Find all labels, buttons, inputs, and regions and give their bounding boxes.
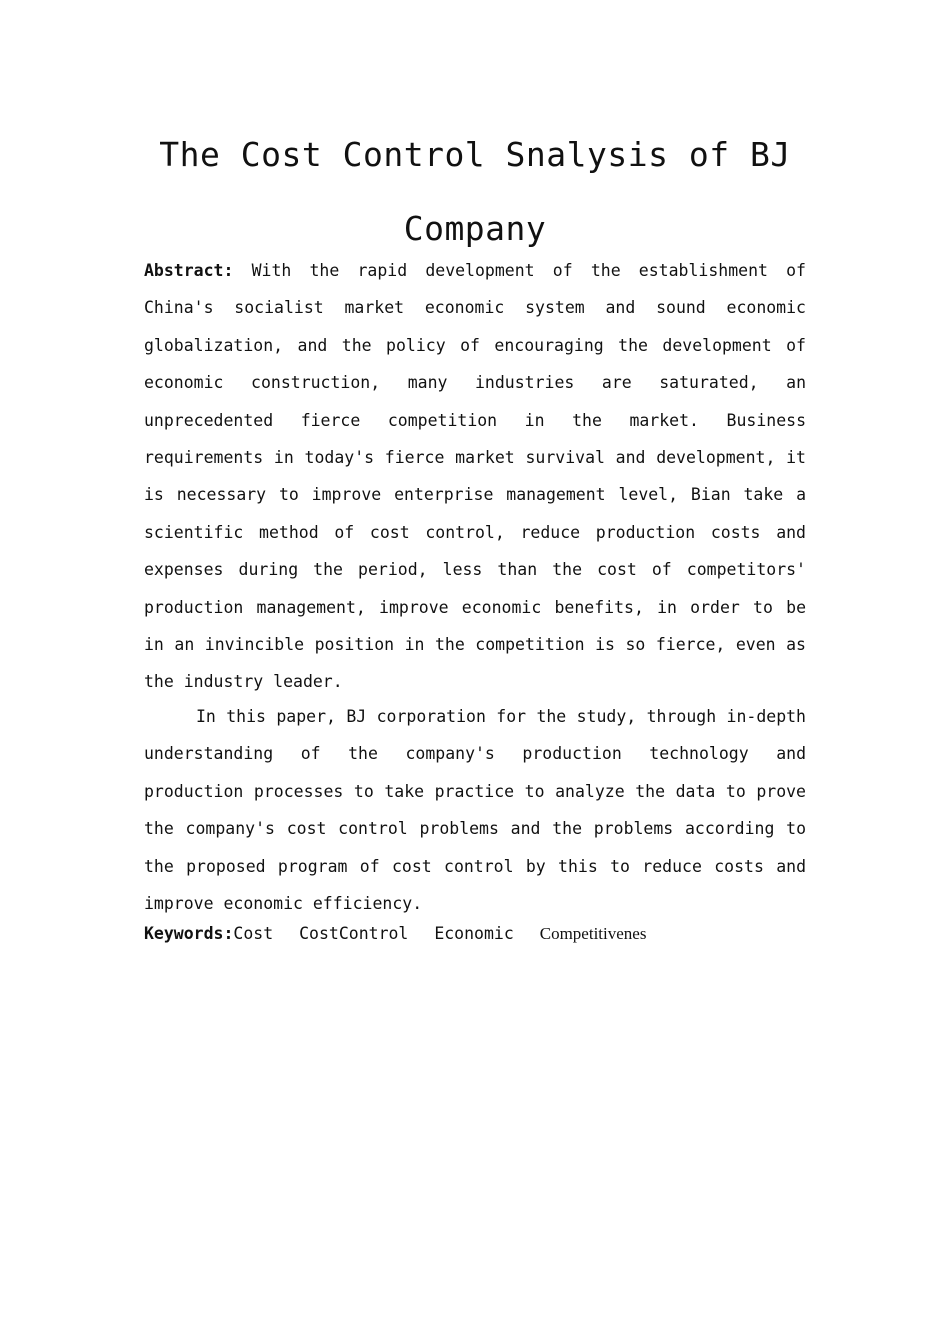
keyword-item: Economic <box>434 924 514 943</box>
abstract-label: Abstract: <box>144 261 234 280</box>
keyword-item: CostControl <box>299 924 409 943</box>
abstract-text-1: With the rapid development of the establishment of China's socialist market economic system and sound economic globalization, and the policy of encouraging the development of economic construction, many industries are saturated, an unprecedented fierce competition in the market. Business requirements in today's fierce market survival and development, it is necessary to improve enterprise management level, Bian take a scientific method of cost control, reduce production costs and expenses during the period, less than the cost of competitors' production management, improve economic benefits, in order to be in an invincible position in the competition is so fierce, even as the industry leader. <box>144 261 806 692</box>
keywords-label: Keywords: <box>144 924 234 943</box>
abstract-section <box>144 252 806 922</box>
abstract-paragraph-2: In this paper, BJ corporation for the study, through in-depth understanding of the company's production technology and production processes to take practice to analyze the data to prove the company's cost control problems and the problems according to the proposed program of cost control by this to reduce costs and improve economic efficiency. <box>144 706 806 913</box>
document-title: The Cost Control Snalysis of BJ Company <box>159 135 791 248</box>
keyword-item: Cost <box>233 924 274 943</box>
keywords-line <box>144 920 662 948</box>
abstract-paragraph-1 <box>144 252 806 701</box>
keyword-item: Competitivenes <box>539 924 647 943</box>
